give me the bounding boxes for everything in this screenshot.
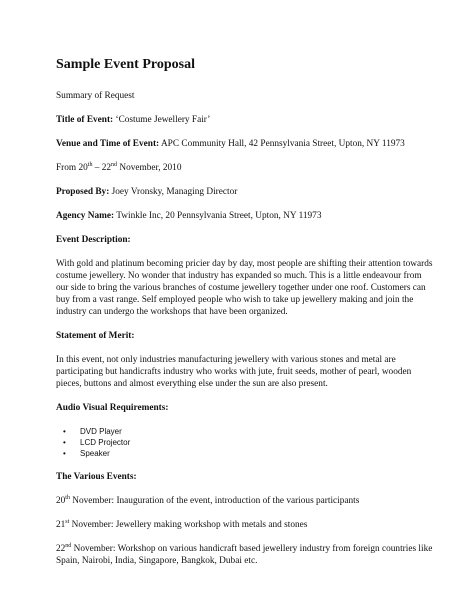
dates-to-suffix: nd	[111, 161, 118, 168]
description-text: With gold and platinum becoming pricier day by day, most people are shifting their attention towards costume jewellery. No wonder that industry has expanded so much. This is a little endeavour from our side to bring the various branches of costume jewellery together under one roof. Customers can buy from a vast range. Self employed people who wish to take up jewellery making and join the industry can undergo the workshops that have been organized.	[56, 259, 433, 317]
dates-line	[56, 162, 436, 174]
event-day: 20	[56, 496, 66, 506]
event-text: November: Workshop on various handicraft based jewellery industry from foreign countries like Spain, Nairobi, India, Singapore, Bangkok, Dubai etc.	[56, 544, 433, 566]
summary-line: Summary of Request	[56, 91, 135, 101]
proposed-by-value: Joey Vronsky, Managing Director	[111, 187, 238, 197]
dates-from: From 20	[56, 163, 88, 173]
dates-from-suffix: th	[87, 161, 93, 168]
dates-month-year: November, 2010	[117, 163, 182, 173]
event-day-suffix: st	[65, 518, 70, 525]
av-list	[56, 426, 436, 459]
av-heading: Audio Visual Requirements:	[56, 403, 169, 413]
event-title-line	[56, 114, 436, 126]
event-item	[56, 519, 436, 531]
av-item: • Speaker	[56, 448, 436, 459]
agency-value: Twinkle Inc, 20 Pennsylvania Street, Upton, NY 11973	[116, 211, 322, 221]
event-item	[56, 543, 436, 567]
event-day: 21	[56, 520, 66, 530]
description-heading: Event Description:	[56, 235, 131, 245]
venue-line	[56, 138, 436, 150]
venue-label: Venue and Time of Event:	[56, 139, 160, 149]
event-day-suffix: nd	[65, 542, 72, 549]
event-text: November: Inauguration of the event, introduction of the various participants	[69, 496, 360, 506]
event-day-suffix: th	[65, 494, 70, 501]
dates-to: – 22	[92, 163, 112, 173]
events-heading: The Various Events:	[56, 472, 137, 482]
event-text: November: Jewellery making workshop with metals and stones	[69, 520, 308, 530]
av-item: • DVD Player	[56, 426, 436, 437]
event-title-label: Title of Event:	[56, 115, 114, 125]
merit-text: In this event, not only industries manufacturing jewellery with various stones and metal are participating but handicrafts industry who works with jute, fruit seeds, mother of pearl, wooden pieces, buttons and almost everything else under the sun are also present.	[56, 355, 412, 389]
document-body	[56, 56, 436, 579]
venue-value: APC Community Hall, 42 Pennsylvania Street, Upton, NY 11973	[160, 139, 405, 149]
merit-heading: Statement of Merit:	[56, 331, 135, 341]
event-item	[56, 495, 436, 507]
proposed-by-label: Proposed By:	[56, 187, 110, 197]
proposed-by-line	[56, 186, 436, 198]
agency-label: Agency Name:	[56, 211, 115, 221]
page-title: Sample Event Proposal	[56, 57, 195, 72]
agency-line	[56, 210, 436, 222]
event-day: 22	[56, 544, 66, 554]
event-title-value: ‘Costume Jewellery Fair’	[115, 115, 211, 125]
av-item: • LCD Projector	[56, 437, 436, 448]
